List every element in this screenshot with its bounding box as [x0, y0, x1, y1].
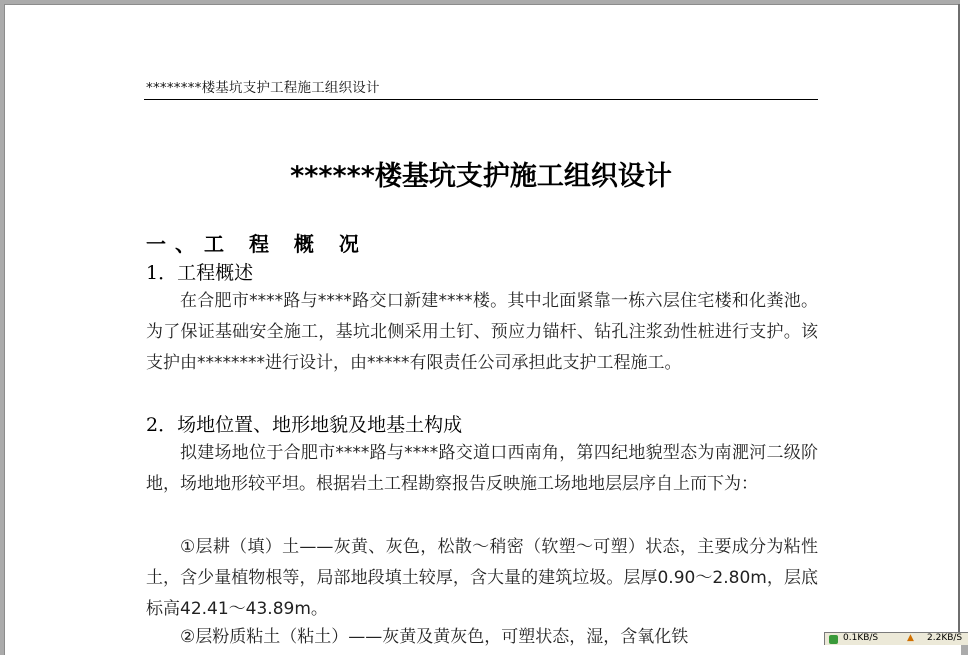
subsection-heading-site: 2．场地位置、地形地貌及地基土构成: [146, 414, 463, 436]
paragraph-layer-1: ①层耕（填）土——灰黄、灰色，松散～稍密（软塑～可塑）状态，主要成分为粘性土，含少量植物根等，局部地段填土较厚，含大量的建筑垃圾。层厚0.90～2.80m，层底标高42.41～43.89m。: [146, 537, 818, 619]
paragraph-site: 拟建场地位于合肥市****路与****路交道口西南角，第四纪地貌型态为南淝河二级阶地，场地地形较平坦。根据岩土工程勘察报告反映施工场地地层层序自上而下为：: [146, 443, 818, 494]
section-heading-overview: 一、工 程 概 况: [146, 232, 368, 256]
running-header: ********楼基坑支护工程施工组织设计: [146, 80, 380, 96]
paragraph-layer-2: ②层粉质粘土（粘土）——灰黄及黄灰色，可塑状态，湿，含氧化铁: [180, 627, 689, 647]
subsection-heading-summary: 1．工程概述: [146, 262, 254, 284]
upload-arrow-icon: ▲: [907, 633, 914, 643]
header-rule: [144, 99, 818, 100]
download-arrow-icon: [829, 635, 838, 644]
document-title: ******楼基坑支护施工组织设计: [290, 161, 672, 192]
upload-rate: 2.2KB/S: [927, 633, 963, 643]
paragraph-summary: 在合肥市****路与****路交口新建****楼。其中北面紧靠一栋六层住宅楼和化粪池。为了保证基础安全施工，基坑北侧采用土钉、预应力锚杆、钻孔注浆劲性桩进行支护。该支护由********进行设计，由*****有限责任公司承担此支护工程施工。: [146, 291, 818, 373]
network-speed-widget: [824, 632, 968, 645]
download-rate: 0.1KB/S: [843, 633, 879, 643]
window-border: [960, 0, 968, 644]
